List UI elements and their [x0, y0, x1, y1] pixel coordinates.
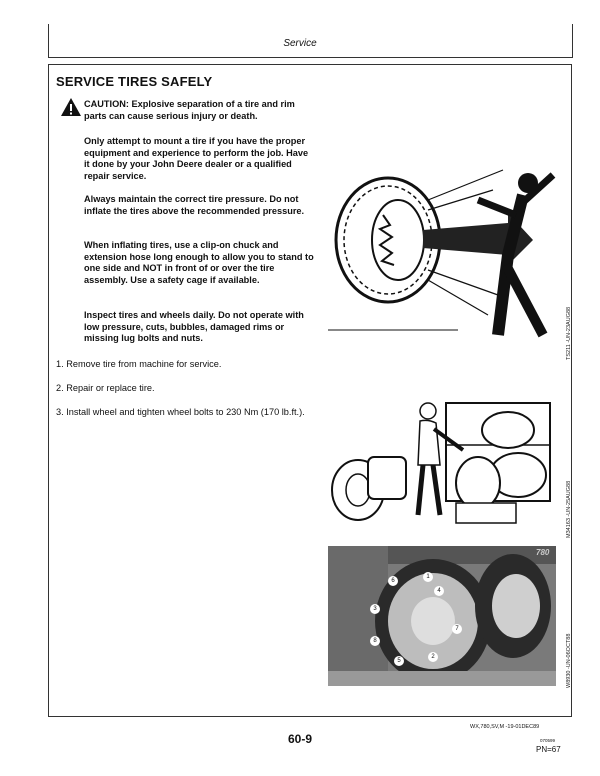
figure-code: TS211 -UN-23AUG88: [566, 306, 572, 360]
footer-reference: WX,780,SV,M -19-01DEC89: [470, 724, 540, 730]
model-label: 780: [536, 548, 550, 557]
footer-pn: PN=67: [536, 745, 561, 754]
bolt-number-label: 6: [388, 576, 398, 586]
bolt-number-label: 7: [452, 624, 462, 634]
safety-paragraph: Only attempt to mount a tire if you have the proper equipment and experience to perform the job. Have it done by your John Deere dealer or a qualified repair service.: [84, 136, 309, 181]
safety-paragraph: When inflating tires, use a clip-on chuck and extension hose long enough to allow you to stand to one side and NOT in front of or over the tire assembly. Use a safety cage if available.: [84, 240, 314, 285]
safety-paragraph: Inspect tires and wheels daily. Do not operate with low pressure, cuts, bubbles, damaged rims or missing lug bolts and nuts.: [84, 310, 304, 343]
tire-explosion-illustration: [328, 145, 558, 345]
caution-text: CAUTION: Explosive separation of a tire and rim parts can cause serious injury or death.: [84, 99, 295, 121]
page-number: 60-9: [287, 732, 313, 746]
bolt-number-label: 2: [428, 652, 438, 662]
header-title: Service: [283, 38, 317, 49]
figure-code: M34163 -UN-25AUG88: [566, 480, 572, 538]
bolt-number-label: 4: [434, 586, 444, 596]
step-item: 3. Install wheel and tighten wheel bolts to 230 Nm (170 lb.ft.).: [56, 407, 305, 417]
wheel-bolt-photo: [328, 546, 556, 686]
header-divider: [48, 57, 573, 58]
step-item: 2. Repair or replace tire.: [56, 383, 155, 393]
figure-code: W8930 -UN-06OCT88: [566, 633, 572, 688]
bolt-number-label: 8: [370, 636, 380, 646]
footer-code: 070599: [540, 738, 556, 743]
bolt-number-label: 1: [423, 572, 433, 582]
step-item: 1. Remove tire from machine for service.: [56, 359, 222, 369]
section-title: SERVICE TIRES SAFELY: [56, 74, 213, 89]
tire-cage-illustration: [328, 395, 556, 530]
bolt-number-label: 3: [370, 604, 380, 614]
safety-paragraph: Always maintain the correct tire pressure. Do not inflate the tires above the recommended pressure.: [84, 194, 305, 216]
bolt-number-label: 5: [394, 656, 404, 666]
warning-icon: [61, 98, 81, 116]
